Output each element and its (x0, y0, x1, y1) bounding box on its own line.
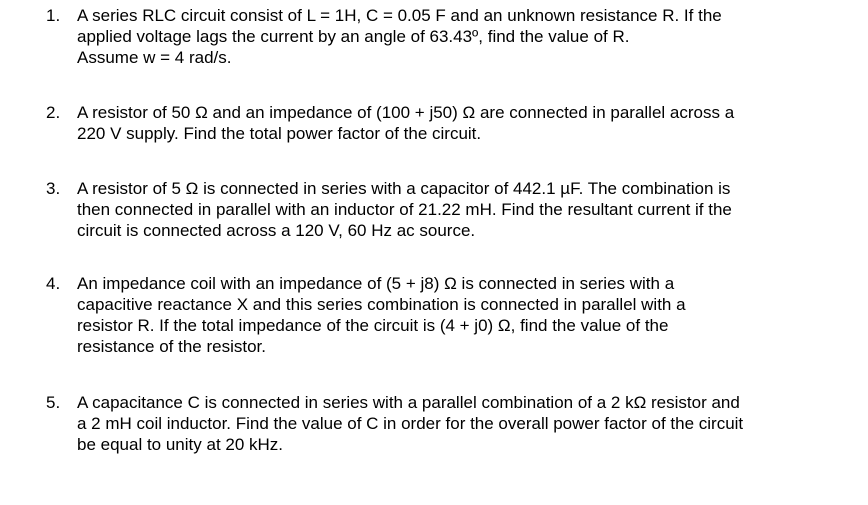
problem-number: 4. (46, 274, 61, 293)
problem-text-line: then connected in parallel with an inductor of 21.22 mH. Find the resultant current if the (77, 200, 732, 219)
problem-text-line: A series RLC circuit consist of L = 1H, C = 0.05 F and an unknown resistance R. If the (77, 6, 722, 25)
problem-text-line: resistor R. If the total impedance of the circuit is (4 + j0) Ω, find the value of the (77, 316, 669, 335)
problem-number: 3. (46, 179, 61, 198)
problem-text-line: A resistor of 50 Ω and an impedance of (100 + j50) Ω are connected in parallel across a (77, 103, 735, 122)
problem-text-line: be equal to unity at 20 kHz. (77, 435, 284, 454)
problem-number: 5. (46, 393, 61, 412)
problem-text-line: A capacitance C is connected in series with a parallel combination of a 2 kΩ resistor and (77, 393, 740, 412)
problem-text-line: capacitive reactance X and this series combination is connected in parallel with a (77, 295, 686, 314)
problem-text-line: applied voltage lags the current by an angle of 63.43º, find the value of R. (77, 27, 630, 46)
problem-text-line: Assume w = 4 rad/s. (77, 48, 232, 67)
problem-text-line: A resistor of 5 Ω is connected in series with a capacitor of 442.1 µF. The combination is (77, 179, 731, 198)
problem-text-line: resistance of the resistor. (77, 337, 266, 356)
problem-text-line: An impedance coil with an impedance of (5 + j8) Ω is connected in series with a (77, 274, 675, 293)
problem-number: 1. (46, 6, 61, 25)
problem-text-line: 220 V supply. Find the total power factor of the circuit. (77, 124, 482, 143)
problem-number: 2. (46, 103, 61, 122)
problem-text-line: circuit is connected across a 120 V, 60 Hz ac source. (77, 221, 476, 240)
problem-text-line: a 2 mH coil inductor. Find the value of C in order for the overall power factor of the circuit (77, 414, 744, 433)
